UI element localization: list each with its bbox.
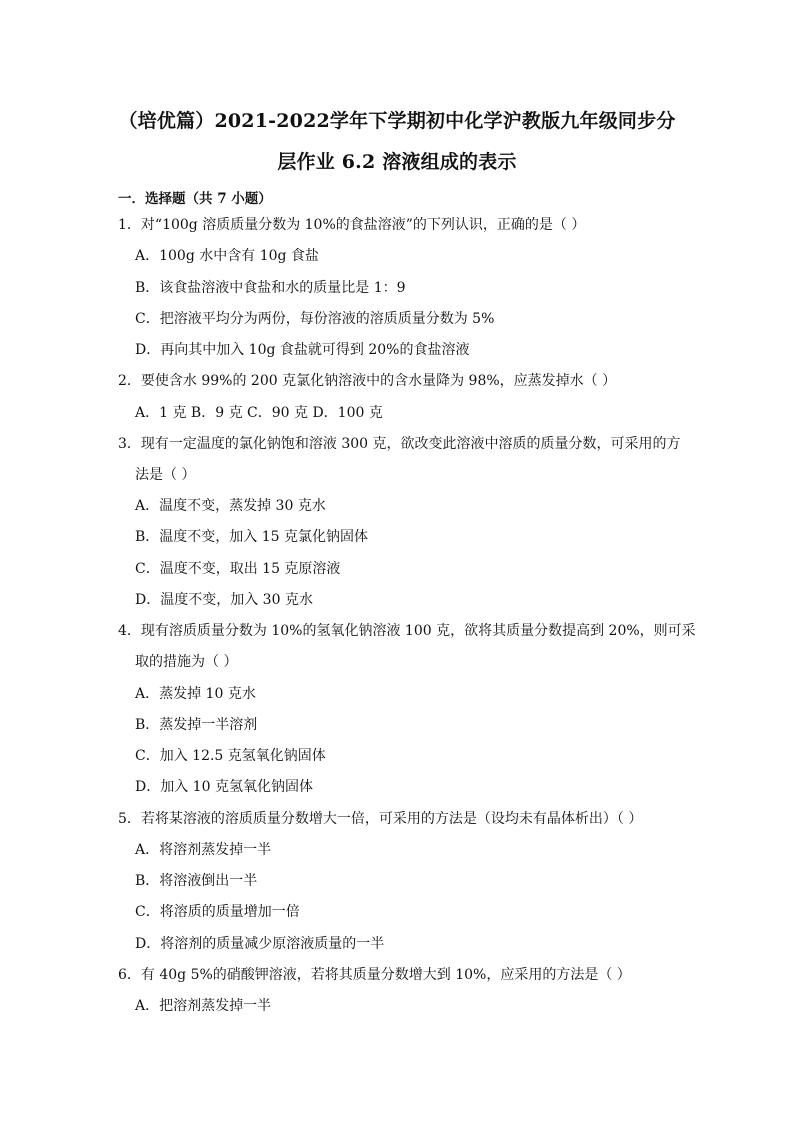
document-title-line-1: （培优篇）2021-2022学年下学期初中化学沪教版九年级同步分 [118, 110, 676, 132]
question-1-option-a: A．100g 水中含有 10g 食盐 [135, 248, 319, 264]
question-1-option-d: D．再向其中加入 10g 食盐就可得到 20%的食盐溶液 [135, 342, 470, 358]
question-3-option-c: C．温度不变，取出 15 克原溶液 [135, 561, 341, 577]
question-4-stem-line-1: 4．现有溶质质量分数为 10%的氢氧化钠溶液 100 克，欲将其质量分数提高到 20%，则可采 [118, 623, 696, 639]
question-5-option-d: D．将溶剂的质量减少原溶液质量的一半 [135, 936, 385, 952]
question-2-options: A．1 克 B．9 克 C．90 克 D．100 克 [135, 405, 383, 421]
question-4-option-b: B．蒸发掉一半溶剂 [135, 717, 258, 733]
question-4-option-c: C．加入 12.5 克氢氧化钠固体 [135, 748, 326, 764]
question-6-stem: 6．有 40g 5%的硝酸钾溶液，若将其质量分数增大到 10%，应采用的方法是（ ） [118, 967, 631, 983]
question-5-option-b: B．将溶液倒出一半 [135, 873, 258, 889]
question-4-option-a: A．蒸发掉 10 克水 [135, 686, 256, 702]
question-3-option-b: B．温度不变，加入 15 克氯化钠固体 [135, 529, 369, 545]
question-3-stem-line-2: 法是（ ） [135, 467, 196, 483]
question-3-option-a: A．温度不变，蒸发掉 30 克水 [135, 498, 326, 514]
question-3-stem-line-1: 3．现有一定温度的氯化钠饱和溶液 300 克，欲改变此溶液中溶质的质量分数，可采用的方 [118, 436, 681, 452]
section-heading: 一．选择题（共 7 小题） [118, 191, 272, 207]
question-3-option-d: D．温度不变，加入 30 克水 [135, 592, 313, 608]
question-6-option-a: A．把溶剂蒸发掉一半 [135, 998, 272, 1014]
document-title-line-2: 层作业 6.2 溶液组成的表示 [277, 151, 517, 173]
question-5-option-a: A．将溶剂蒸发掉一半 [135, 842, 272, 858]
question-1-option-b: B．该食盐溶液中食盐和水的质量比是 1：9 [135, 280, 406, 296]
question-2-stem: 2．要使含水 99%的 200 克氯化钠溶液中的含水量降为 98%，应蒸发掉水（ ） [118, 373, 617, 389]
question-1-stem: 1．对“100g 溶质质量分数为 10%的食盐溶液”的下列认识，正确的是（ ） [118, 217, 586, 233]
question-5-stem: 5．若将某溶液的溶质质量分数增大一倍，可采用的方法是（设均未有晶体析出）（ ） [118, 811, 643, 827]
question-5-option-c: C．将溶质的质量增加一倍 [135, 904, 300, 920]
question-4-stem-line-2: 取的措施为（ ） [135, 654, 238, 670]
question-1-option-c: C．把溶液平均分为两份，每份溶液的溶质质量分数为 5% [135, 311, 495, 327]
question-4-option-d: D．加入 10 克氢氧化钠固体 [135, 779, 313, 795]
